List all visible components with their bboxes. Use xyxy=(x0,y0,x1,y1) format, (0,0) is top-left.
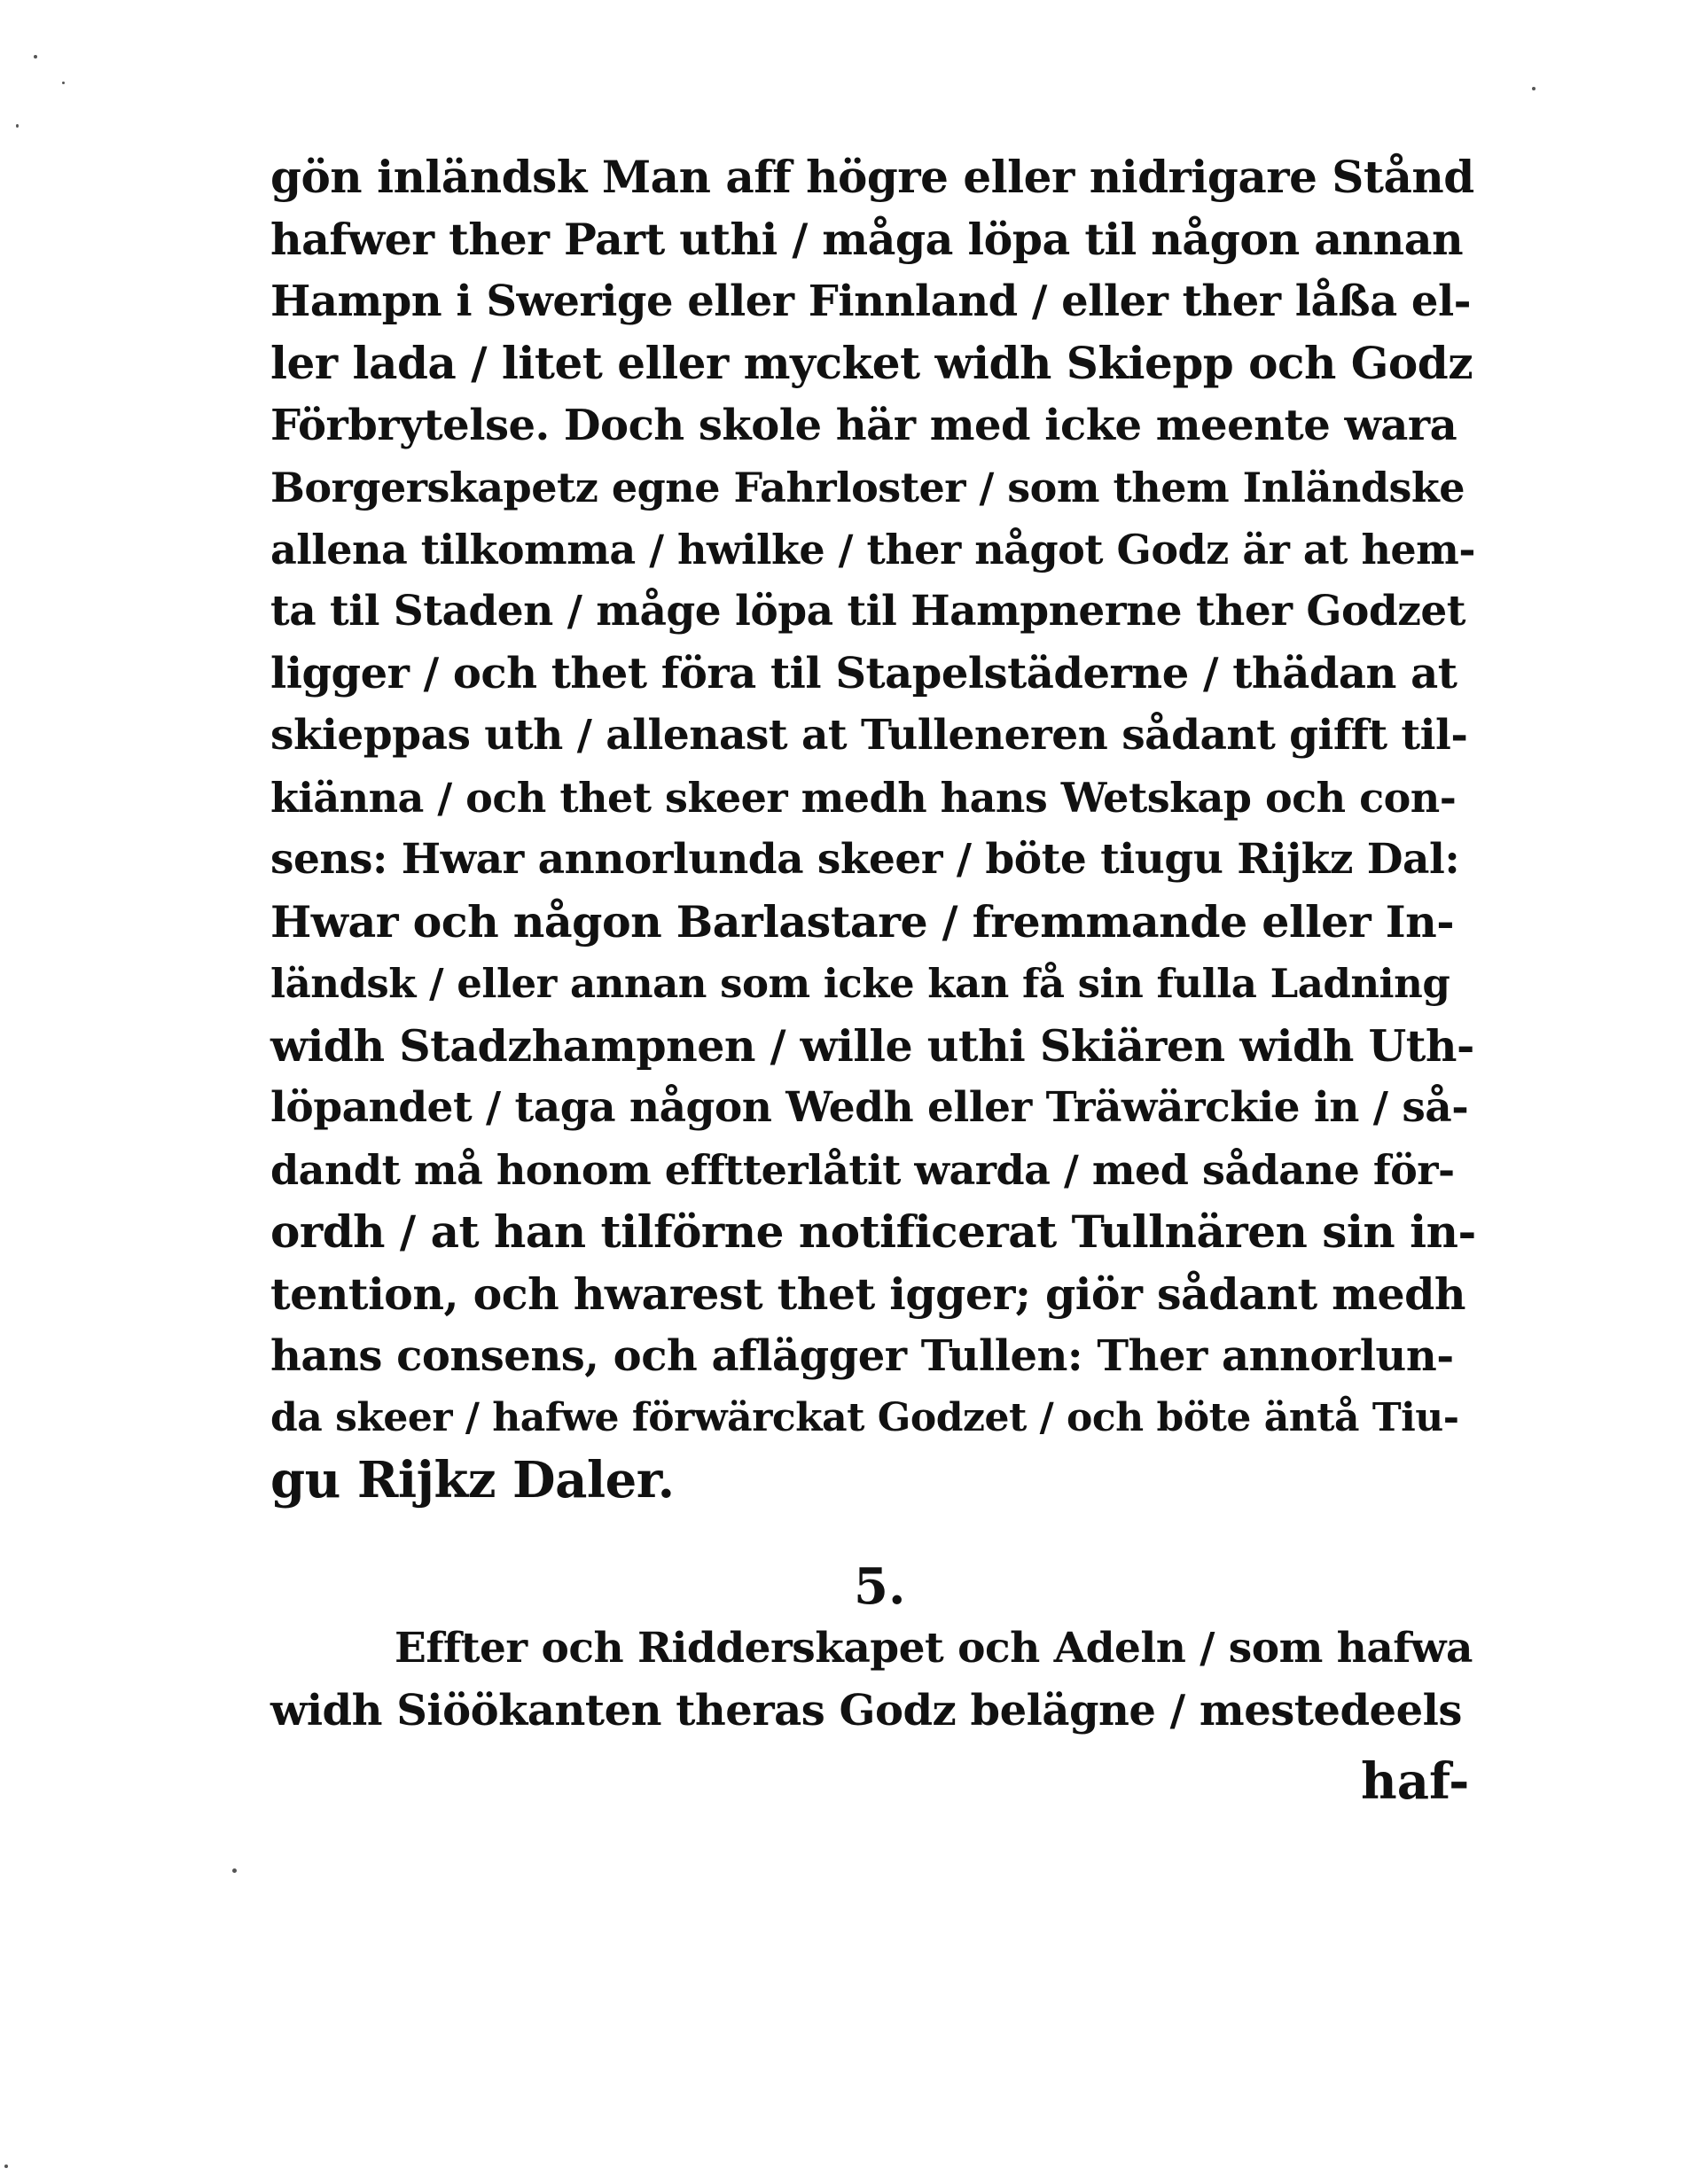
text-line: allena tilkomma / hwilke / ther något Godz är at hem- xyxy=(270,526,1475,573)
section-number: 5. xyxy=(854,1557,906,1616)
text-line: widh Siöökanten theras Godz belägne / mestedeels xyxy=(270,1686,1462,1736)
margin-speck xyxy=(16,124,19,128)
text-line: sens: Hwar annorlunda skeer / böte tiugu Rijkz Dal: xyxy=(270,835,1460,884)
text-line: widh Stadzhampnen / wille uthi Skiären widh Uth- xyxy=(270,1020,1474,1072)
text-line: ordh / at han tilförne notificerat Tullnären sin in- xyxy=(270,1205,1476,1258)
margin-speck xyxy=(232,1868,237,1873)
text-line: Effter och Ridderskapet och Adeln / som hafwa xyxy=(395,1624,1473,1673)
text-line: Förbrytelse. Doch skole här med icke meente wara xyxy=(270,401,1457,450)
margin-speck xyxy=(34,55,37,58)
text-line: da skeer / hafwe förwärckat Godzet / och böte äntå Tiu- xyxy=(270,1395,1459,1440)
text-line: tention, och hwarest thet igger; giör sådant medh xyxy=(270,1268,1466,1320)
text-line: hafwer ther Part uthi / måga löpa til någon annan xyxy=(270,214,1464,265)
margin-speck xyxy=(1532,87,1536,90)
margin-speck xyxy=(4,2164,8,2168)
text-line: hans consens, och aflägger Tullen: Ther annorlun- xyxy=(270,1331,1454,1381)
text-line: skieppas uth / allenast at Tulleneren sådant gifft til- xyxy=(270,711,1468,760)
text-line: Hampn i Swerige eller Finnland / eller ther låßa el- xyxy=(270,277,1472,326)
text-line: ländsk / eller annan som icke kan få sin fulla Ladning xyxy=(270,960,1450,1007)
text-line: löpandet / taga någon Wedh eller Träwärckie in / så- xyxy=(270,1083,1469,1132)
text-line: ta til Staden / måge löpa til Hampnerne ther Godzet xyxy=(270,587,1466,636)
text-line: dandt må honom efftterlåtit warda / med sådane för- xyxy=(270,1146,1455,1194)
text-line: ligger / och thet föra til Stapelstäderne / thädan at xyxy=(270,649,1457,698)
text-line: gu Rijkz Daler. xyxy=(270,1451,675,1509)
text-line: Hwar och någon Barlastare / fremmande eller In- xyxy=(270,896,1455,948)
catchword: haf- xyxy=(1361,1752,1470,1811)
text-line: kiänna / och thet skeer medh hans Wetskap och con- xyxy=(270,774,1457,822)
text-line: Borgerskapetz egne Fahrloster / som them Inländske xyxy=(270,464,1465,511)
text-line: gön inländsk Man aff högre eller nidrigare Stånd xyxy=(270,151,1474,203)
text-line: ler lada / litet eller mycket widh Skiepp och Godz xyxy=(270,337,1473,389)
margin-speck xyxy=(62,82,65,84)
